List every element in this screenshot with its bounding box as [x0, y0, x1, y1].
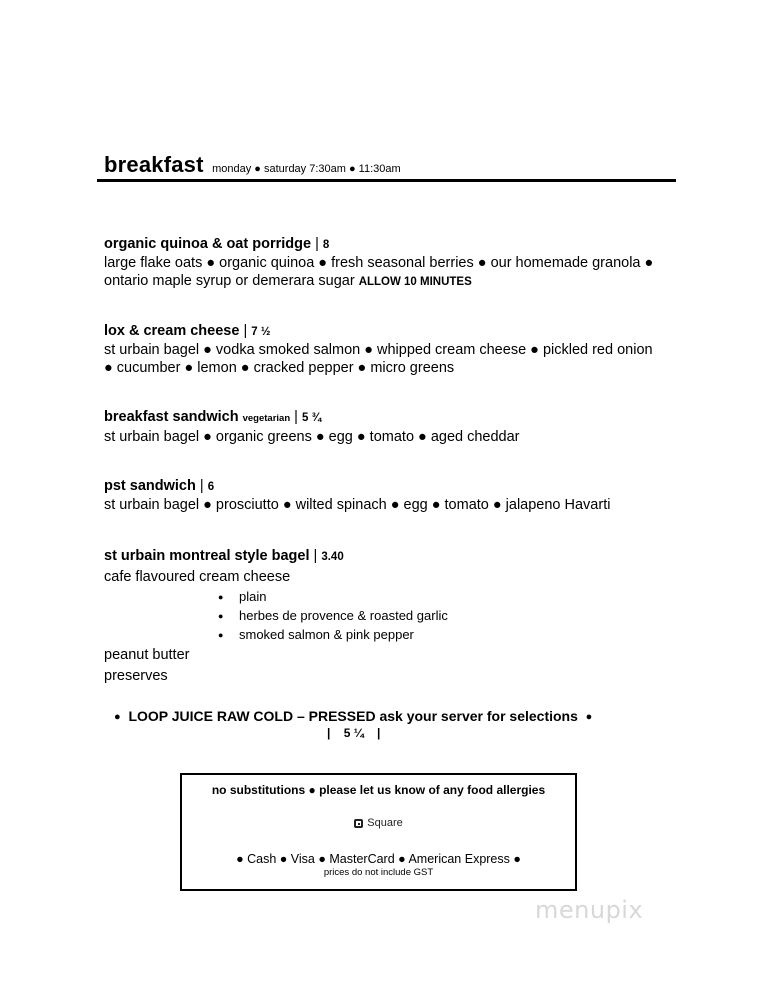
bullet-icon: ●	[218, 611, 224, 621]
item-tag: vegetarian	[242, 413, 291, 424]
juice-line	[114, 708, 592, 724]
payment-methods: ● Cash ● Visa ● MasterCard ● American Express ●	[236, 852, 521, 866]
juice-text: LOOP JUICE RAW COLD – PRESSED ask your server for selections	[128, 708, 578, 724]
menu-hours: monday ● saturday 7:30am ● 11:30am	[212, 163, 401, 175]
item-note: ALLOW 10 MINUTES	[358, 276, 472, 288]
item-name: breakfast sandwich	[104, 409, 239, 425]
menu-item-porridge	[104, 235, 664, 291]
item-description: st urbain bagel ● prosciutto ● wilted spinach ● egg ● tomato ● jalapeno Havarti	[104, 497, 611, 513]
bagel-extra: peanut butter	[104, 647, 190, 663]
item-name: lox & cream cheese	[104, 323, 240, 339]
item-separator: |	[294, 409, 298, 425]
notice-box	[180, 773, 577, 891]
item-description: cafe flavoured cream cheese	[104, 569, 291, 585]
gst-notice: prices do not include GST	[323, 867, 434, 878]
square-label: Square	[367, 817, 403, 829]
menu-item-bagel	[104, 546, 664, 587]
item-description: st urbain bagel ● vodka smoked salmon ● whipped cream cheese ● pickled red onion ● cucumber ● lemon ● cracked pepper ● micro greens	[104, 342, 653, 376]
item-price: 3.40	[321, 551, 344, 563]
substitution-notice: no substitutions ● please let us know of any food allergies	[211, 783, 546, 797]
bullet-icon: ●	[218, 630, 224, 640]
square-icon	[354, 819, 363, 828]
menu-item-lox	[104, 322, 664, 377]
square-logo	[182, 817, 575, 829]
item-separator: |	[199, 478, 204, 494]
item-separator: |	[313, 548, 318, 564]
watermark-logo: menupix	[535, 896, 644, 924]
item-separator: |	[315, 236, 319, 252]
menu-item-breakfast-sandwich	[104, 408, 664, 446]
item-price: 7 ½	[251, 326, 271, 338]
item-price: 5 ¾	[301, 412, 322, 424]
menu-item-pst-sandwich	[104, 477, 664, 514]
item-name: pst sandwich	[104, 478, 196, 494]
juice-price: | 5 ¼ |	[327, 726, 381, 740]
item-name: st urbain montreal style bagel	[104, 548, 310, 564]
item-description: large flake oats ● organic quinoa ● fresh seasonal berries ● our homemade granola ● ontario maple syrup or demerara sugar	[104, 255, 654, 289]
item-price: 8	[322, 239, 330, 251]
menu-title: breakfast	[104, 152, 204, 177]
bullet-icon: ●	[114, 711, 121, 723]
bagel-option: ● plain	[218, 589, 267, 604]
item-name: organic quinoa & oat porridge	[104, 236, 312, 252]
item-separator: |	[243, 323, 248, 339]
bagel-option: ● herbes de provence & roasted garlic	[218, 608, 448, 623]
bullet-icon: ●	[585, 711, 593, 723]
bagel-option: ● smoked salmon & pink pepper	[218, 627, 414, 642]
bagel-extra: preserves	[104, 668, 168, 684]
item-description: st urbain bagel ● organic greens ● egg ● tomato ● aged cheddar	[104, 429, 520, 445]
bullet-icon: ●	[218, 592, 224, 602]
item-price: 6	[207, 481, 215, 493]
menu-header	[104, 152, 674, 178]
header-divider	[97, 179, 676, 182]
